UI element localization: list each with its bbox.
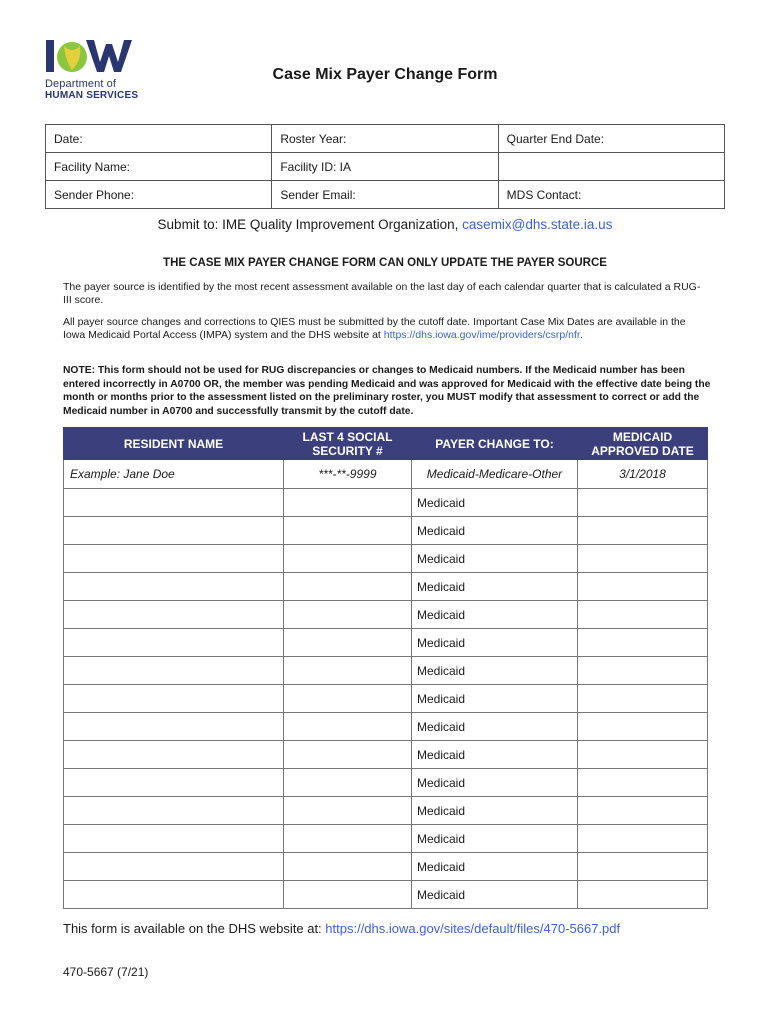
- table-row: [64, 545, 708, 573]
- example-payer: Medicaid-Medicare-Other: [412, 460, 578, 489]
- approved-date-input[interactable]: [578, 881, 708, 909]
- resident-name-input[interactable]: [64, 797, 284, 825]
- facility-id-field[interactable]: Facility ID: IA: [272, 153, 498, 181]
- info-row: [46, 181, 725, 209]
- payer-select[interactable]: Medicaid: [412, 769, 578, 797]
- payer-select[interactable]: Medicaid: [412, 517, 578, 545]
- approved-date-input[interactable]: [578, 769, 708, 797]
- resident-table: [63, 427, 708, 909]
- table-row: [64, 769, 708, 797]
- payer-source-heading: THE CASE MIX PAYER CHANGE FORM CAN ONLY UPDATE THE PAYER SOURCE: [163, 257, 607, 269]
- payer-select[interactable]: Medicaid: [412, 713, 578, 741]
- resident-name-input[interactable]: [64, 517, 284, 545]
- table-row: [64, 881, 708, 909]
- example-row: [64, 460, 708, 489]
- approved-date-input[interactable]: [578, 713, 708, 741]
- logo-human-services-text: HUMAN SERVICES: [45, 90, 139, 101]
- resident-name-input[interactable]: [64, 545, 284, 573]
- resident-name-input[interactable]: [64, 657, 284, 685]
- header-approved-line2: APPROVED DATE: [591, 443, 694, 458]
- payer-select[interactable]: Medicaid: [412, 657, 578, 685]
- resident-name-input[interactable]: [64, 741, 284, 769]
- payer-select[interactable]: Medicaid: [412, 825, 578, 853]
- approved-date-input[interactable]: [578, 489, 708, 517]
- payer-select[interactable]: Medicaid: [412, 797, 578, 825]
- mds-contact-field[interactable]: MDS Contact:: [498, 181, 724, 209]
- availability-text: This form is available on the DHS website at:: [63, 921, 326, 936]
- payer-select[interactable]: Medicaid: [412, 573, 578, 601]
- logo-department-text: Department of: [45, 78, 117, 90]
- resident-name-input[interactable]: [64, 769, 284, 797]
- payer-source-paragraph: The payer source is identified by the most recent assessment available on the last day of each calendar quarter that is calculated a RUG-III score.: [63, 281, 701, 306]
- quarter-end-date-field[interactable]: Quarter End Date:: [498, 125, 724, 153]
- table-row: [64, 489, 708, 517]
- header-ssn-line1: LAST 4 SOCIAL: [302, 429, 393, 444]
- example-date: 3/1/2018: [578, 460, 708, 489]
- table-row: [64, 797, 708, 825]
- ssn-input[interactable]: [284, 797, 412, 825]
- table-row: [64, 825, 708, 853]
- ssn-input[interactable]: [284, 629, 412, 657]
- resident-name-input[interactable]: [64, 685, 284, 713]
- header-resident-name: RESIDENT NAME: [64, 428, 284, 460]
- table-header-row: [64, 428, 708, 460]
- ssn-input[interactable]: [284, 741, 412, 769]
- ssn-input[interactable]: [284, 545, 412, 573]
- payer-select[interactable]: Medicaid: [412, 601, 578, 629]
- info-row: [46, 125, 725, 153]
- example-ssn: ***-**-9999: [284, 460, 412, 489]
- ssn-input[interactable]: [284, 769, 412, 797]
- payer-select[interactable]: Medicaid: [412, 741, 578, 769]
- payer-select[interactable]: Medicaid: [412, 685, 578, 713]
- approved-date-input[interactable]: [578, 853, 708, 881]
- header-approved-line1: MEDICAID: [612, 429, 673, 444]
- table-row: [64, 741, 708, 769]
- payer-select[interactable]: Medicaid: [412, 629, 578, 657]
- casemix-email-link[interactable]: casemix@dhs.state.ia.us: [462, 217, 613, 232]
- table-row: [64, 853, 708, 881]
- table-row: [64, 713, 708, 741]
- table-row: [64, 629, 708, 657]
- form-pdf-link[interactable]: https://dhs.iowa.gov/sites/default/files/470-5667.pdf: [325, 921, 621, 936]
- cutoff-paragraph-end: .: [579, 329, 583, 341]
- approved-date-input[interactable]: [578, 573, 708, 601]
- example-name: Example: Jane Doe: [64, 460, 284, 489]
- payer-select[interactable]: Medicaid: [412, 489, 578, 517]
- header-last4-ssn: [284, 428, 412, 460]
- info-table: [45, 124, 725, 209]
- payer-select[interactable]: Medicaid: [412, 881, 578, 909]
- approved-date-input[interactable]: [578, 517, 708, 545]
- cutoff-paragraph: [63, 316, 705, 342]
- resident-name-input[interactable]: [64, 601, 284, 629]
- approved-date-input[interactable]: [578, 797, 708, 825]
- approved-date-input[interactable]: [578, 741, 708, 769]
- resident-name-input[interactable]: [64, 713, 284, 741]
- form-title: Case Mix Payer Change Form: [272, 66, 498, 83]
- form-code: 470-5667 (7/21): [63, 965, 149, 979]
- nfr-link[interactable]: https://dhs.iowa.gov/ime/providers/csrp/nfr: [383, 329, 580, 341]
- approved-date-input[interactable]: [578, 545, 708, 573]
- table-row: [64, 657, 708, 685]
- resident-name-input[interactable]: [64, 629, 284, 657]
- table-row: [64, 601, 708, 629]
- approved-date-input[interactable]: [578, 657, 708, 685]
- roster-year-field[interactable]: Roster Year:: [272, 125, 498, 153]
- date-field[interactable]: Date:: [46, 125, 272, 153]
- ssn-input[interactable]: [284, 825, 412, 853]
- resident-name-input[interactable]: [64, 825, 284, 853]
- resident-name-input[interactable]: [64, 881, 284, 909]
- ssn-input[interactable]: [284, 713, 412, 741]
- approved-date-input[interactable]: [578, 601, 708, 629]
- header-payer-change: PAYER CHANGE TO:: [412, 428, 578, 460]
- cutoff-paragraph-text: All payer source changes and corrections to QIES must be submitted by the cutoff date. Important Case Mix Dates are available in the Iowa Medicaid Portal Access (IMPA) system and the DHS website at: [63, 316, 686, 341]
- ssn-input[interactable]: [284, 517, 412, 545]
- ssn-input[interactable]: [284, 853, 412, 881]
- table-row: [64, 685, 708, 713]
- resident-name-input[interactable]: [64, 573, 284, 601]
- note-paragraph: NOTE: This form should not be used for RUG discrepancies or changes to Medicaid numbers. If the Medicaid number has been entered incorrectly in A0700 OR, the member was pending Medicaid and was approved for Medicaid with the effective date being the month or months prior to the assessment listed on the preliminary roster, you MUST modify that assessment to correct or add the Medicaid number in A0700 and successfully transmit by the cutoff date.: [63, 365, 711, 417]
- ssn-input[interactable]: [284, 573, 412, 601]
- submit-text: Submit to: IME Quality Improvement Organization,: [157, 217, 463, 232]
- header-ssn-line2: SECURITY #: [312, 443, 383, 458]
- facility-name-field[interactable]: Facility Name:: [46, 153, 272, 181]
- sender-email-field[interactable]: Sender Email:: [272, 181, 498, 209]
- resident-name-input[interactable]: [64, 489, 284, 517]
- info-row: [46, 153, 725, 181]
- form-availability-line: [63, 921, 620, 936]
- ssn-input[interactable]: [284, 601, 412, 629]
- payer-select[interactable]: Medicaid: [412, 545, 578, 573]
- resident-name-input[interactable]: [64, 853, 284, 881]
- payer-select[interactable]: Medicaid: [412, 853, 578, 881]
- ssn-input[interactable]: [284, 489, 412, 517]
- blank-field[interactable]: [498, 153, 724, 181]
- approved-date-input[interactable]: [578, 825, 708, 853]
- table-row: [64, 573, 708, 601]
- approved-date-input[interactable]: [578, 685, 708, 713]
- table-row: [64, 517, 708, 545]
- ssn-input[interactable]: [284, 881, 412, 909]
- ssn-input[interactable]: [284, 685, 412, 713]
- approved-date-input[interactable]: [578, 629, 708, 657]
- header-approved-date: [578, 428, 708, 460]
- submit-to-line: [0, 217, 770, 232]
- sender-phone-field[interactable]: Sender Phone:: [46, 181, 272, 209]
- ssn-input[interactable]: [284, 657, 412, 685]
